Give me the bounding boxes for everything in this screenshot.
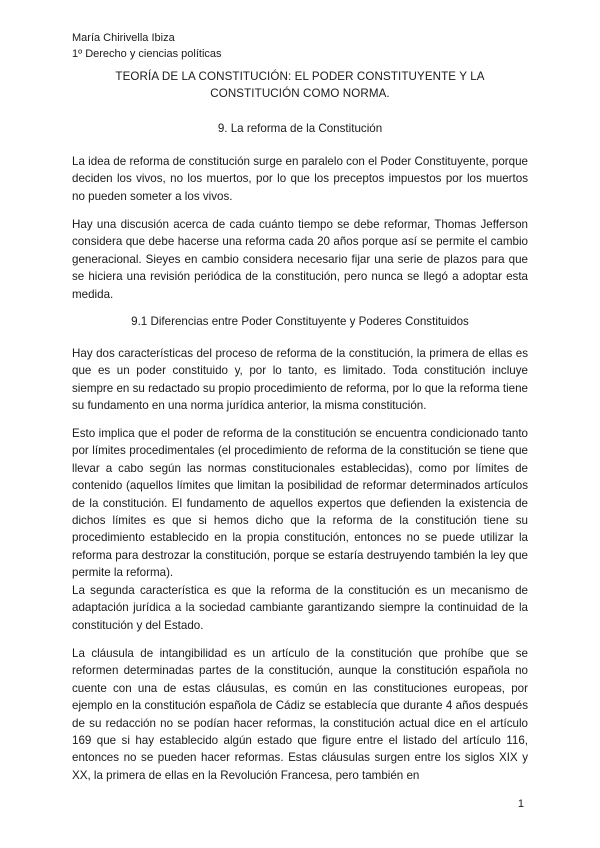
- paragraph-6: La cláusula de intangibilidad es un artículo de la constitución que prohíbe que se reformen determinadas partes de la constitución, aunque la constitución española no cuente con una de estas cláusulas, es común en las constituciones europeas, por ejemplo en la constitución española de Cádiz se establecía que durante 4 años después de su redacción no se podían hacer reformas, la constitución actual dice en el artículo 169 que si hay establecido algún estado que figure entre el listado del artículo 116, entonces no se pueden hacer reformas. Estas cláusulas surgen entre los siglos XIX y XX, la primera de ellas en la Revolución Francesa, pero también en: [72, 647, 528, 782]
- course-name: 1º Derecho y ciencias políticas: [72, 48, 222, 60]
- section-heading-9-1: 9.1 Diferencias entre Poder Constituyente y Poderes Constituidos: [131, 315, 469, 328]
- paragraph-2: Hay una discusión acerca de cada cuánto tiempo se debe reformar, Thomas Jefferson considera que debe hacerse una reforma cada 20 años porque así se permite el cambio generacional. Sieyes en cambio considera necesario fijar una serie de plazos para que se hiciera una revisión periódica de la constitución, pero nunca se llegó a adoptar esta medida.: [72, 218, 528, 301]
- paragraph-1: La idea de reforma de constitución surge en paralelo con el Poder Constituyente, porque deciden los vivos, no los muertos, por lo que los preceptos impuestos por los muertos no pueden someter a los vivos.: [72, 155, 528, 203]
- author-name: María Chirivella Ibiza: [72, 32, 175, 44]
- document-title: TEORÍA DE LA CONSTITUCIÓN: EL PODER CONSTITUYENTE Y LA CONSTITUCIÓN COMO NORMA.: [115, 70, 485, 100]
- paragraph-5: La segunda característica es que la reforma de la constitución es un mecanismo de adaptación jurídica a la sociedad cambiante garantizando siempre la continuidad de la constitución y del Estado.: [72, 584, 528, 632]
- paragraph-3: Hay dos características del proceso de reforma de la constitución, la primera de ellas es que es un poder constituido y, por lo tanto, es limitado. Toda constitución incluye siempre en su redactado su propio procedimiento de reforma, por lo que la reforma tiene su fundamento en una norma jurídica anterior, la misma constitución.: [72, 347, 528, 413]
- document-header: [72, 30, 222, 62]
- paragraph-4: Esto implica que el poder de reforma de la constitución se encuentra condicionado tanto por límites procedimentales (el procedimiento de reforma de la constitución se tiene que llevar a cabo según las normas constitucionales establecidas), como por límites de contenido (aquellos límites que limitan la posibilidad de reformar determinados artículos de la constitución. El fundamento de aquellos expertos que defienden la existencia de dichos límites es que si hemos dicho que la reforma de la constitución tiene su procedimiento establecido en la propia constitución, entonces no se puede utilizar la reforma para destrozar la constitución, porque se estaría destruyendo también la ley que permite la reforma).: [72, 427, 528, 580]
- page-number: 1: [517, 798, 524, 810]
- section-heading-9: 9. La reforma de la Constitución: [217, 122, 383, 135]
